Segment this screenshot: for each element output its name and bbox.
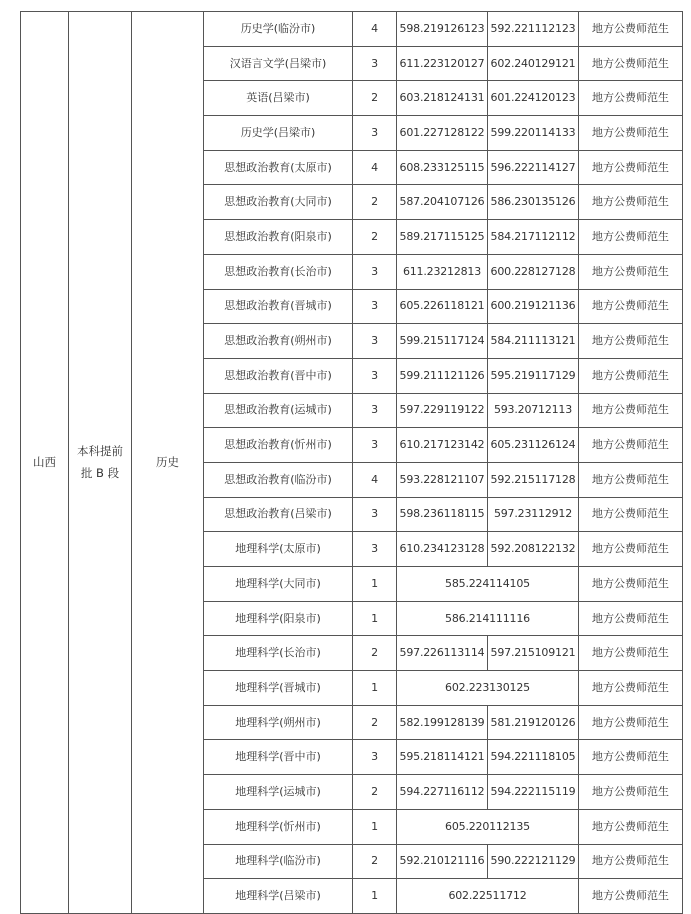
plan-count-cell: 2 xyxy=(353,220,397,255)
admission-type-cell: 地方公费师范生 xyxy=(579,150,683,185)
major-cell: 思想政治教育(晋城市) xyxy=(204,289,353,324)
plan-count-cell: 4 xyxy=(353,150,397,185)
batch-line-1: 本科提前 xyxy=(77,444,123,459)
major-cell: 地理科学(阳泉市) xyxy=(204,601,353,636)
highest-score-cell: 599.215117124 xyxy=(397,324,488,359)
batch-cell xyxy=(69,12,132,914)
lowest-score-cell: 590.222121129 xyxy=(488,844,579,879)
highest-score-cell: 597.229119122 xyxy=(397,393,488,428)
major-cell: 历史学(吕梁市) xyxy=(204,116,353,151)
major-cell: 思想政治教育(晋中市) xyxy=(204,358,353,393)
admission-type-cell: 地方公费师范生 xyxy=(579,324,683,359)
lowest-score-cell: 592.221112123 xyxy=(488,12,579,47)
table-body xyxy=(21,12,683,914)
admission-type-cell: 地方公费师范生 xyxy=(579,81,683,116)
admission-type-cell: 地方公费师范生 xyxy=(579,775,683,810)
plan-count-cell: 1 xyxy=(353,879,397,914)
major-cell: 地理科学(晋城市) xyxy=(204,671,353,706)
lowest-score-cell: 594.221118105 xyxy=(488,740,579,775)
highest-score-cell: 611.223120127 xyxy=(397,46,488,81)
plan-count-cell: 2 xyxy=(353,705,397,740)
plan-count-cell: 3 xyxy=(353,358,397,393)
lowest-score-cell: 586.230135126 xyxy=(488,185,579,220)
admission-type-cell: 地方公费师范生 xyxy=(579,12,683,47)
admission-type-cell: 地方公费师范生 xyxy=(579,46,683,81)
lowest-score-cell: 593.20712113 xyxy=(488,393,579,428)
lowest-score-cell: 605.231126124 xyxy=(488,428,579,463)
highest-score-cell: 610.217123142 xyxy=(397,428,488,463)
major-cell: 地理科学(朔州市) xyxy=(204,705,353,740)
plan-count-cell: 1 xyxy=(353,809,397,844)
major-cell: 地理科学(太原市) xyxy=(204,532,353,567)
admission-type-cell: 地方公费师范生 xyxy=(579,185,683,220)
lowest-score-cell: 602.240129121 xyxy=(488,46,579,81)
admission-type-cell: 地方公费师范生 xyxy=(579,567,683,602)
highest-score-cell: 597.226113114 xyxy=(397,636,488,671)
lowest-score-cell: 597.215109121 xyxy=(488,636,579,671)
lowest-score-cell: 584.217112112 xyxy=(488,220,579,255)
admission-type-cell: 地方公费师范生 xyxy=(579,289,683,324)
major-cell: 地理科学(大同市) xyxy=(204,567,353,602)
plan-count-cell: 3 xyxy=(353,740,397,775)
score-cell: 586.214111116 xyxy=(397,601,579,636)
plan-count-cell: 3 xyxy=(353,497,397,532)
major-cell: 地理科学(吕梁市) xyxy=(204,879,353,914)
major-cell: 思想政治教育(长治市) xyxy=(204,254,353,289)
highest-score-cell: 611.23212813 xyxy=(397,254,488,289)
score-cell: 605.220112135 xyxy=(397,809,579,844)
lowest-score-cell: 600.228127128 xyxy=(488,254,579,289)
plan-count-cell: 2 xyxy=(353,775,397,810)
major-cell: 思想政治教育(忻州市) xyxy=(204,428,353,463)
plan-count-cell: 2 xyxy=(353,81,397,116)
admission-type-cell: 地方公费师范生 xyxy=(579,705,683,740)
score-cell: 602.22511712 xyxy=(397,879,579,914)
admission-type-cell: 地方公费师范生 xyxy=(579,671,683,706)
admission-type-cell: 地方公费师范生 xyxy=(579,740,683,775)
highest-score-cell: 608.233125115 xyxy=(397,150,488,185)
major-cell: 思想政治教育(吕梁市) xyxy=(204,497,353,532)
lowest-score-cell: 601.224120123 xyxy=(488,81,579,116)
highest-score-cell: 589.217115125 xyxy=(397,220,488,255)
plan-count-cell: 3 xyxy=(353,393,397,428)
highest-score-cell: 605.226118121 xyxy=(397,289,488,324)
table-row xyxy=(21,12,683,47)
lowest-score-cell: 597.23112912 xyxy=(488,497,579,532)
admission-type-cell: 地方公费师范生 xyxy=(579,532,683,567)
plan-count-cell: 3 xyxy=(353,428,397,463)
major-cell: 思想政治教育(临汾市) xyxy=(204,462,353,497)
major-cell: 汉语言文学(吕梁市) xyxy=(204,46,353,81)
major-cell: 思想政治教育(大同市) xyxy=(204,185,353,220)
highest-score-cell: 601.227128122 xyxy=(397,116,488,151)
major-cell: 英语(吕梁市) xyxy=(204,81,353,116)
highest-score-cell: 598.236118115 xyxy=(397,497,488,532)
highest-score-cell: 593.228121107 xyxy=(397,462,488,497)
lowest-score-cell: 584.211113121 xyxy=(488,324,579,359)
highest-score-cell: 603.218124131 xyxy=(397,81,488,116)
major-cell: 地理科学(运城市) xyxy=(204,775,353,810)
major-cell: 历史学(临汾市) xyxy=(204,12,353,47)
batch-line-2: 批 B 段 xyxy=(80,466,120,481)
lowest-score-cell: 592.215117128 xyxy=(488,462,579,497)
major-cell: 地理科学(忻州市) xyxy=(204,809,353,844)
major-cell: 思想政治教育(朔州市) xyxy=(204,324,353,359)
admission-type-cell: 地方公费师范生 xyxy=(579,254,683,289)
province-cell: 山西 xyxy=(21,12,69,914)
lowest-score-cell: 581.219120126 xyxy=(488,705,579,740)
plan-count-cell: 4 xyxy=(353,12,397,47)
lowest-score-cell: 595.219117129 xyxy=(488,358,579,393)
plan-count-cell: 3 xyxy=(353,289,397,324)
major-cell: 思想政治教育(阳泉市) xyxy=(204,220,353,255)
highest-score-cell: 598.219126123 xyxy=(397,12,488,47)
plan-count-cell: 4 xyxy=(353,462,397,497)
admission-score-table xyxy=(20,11,683,914)
major-cell: 地理科学(长治市) xyxy=(204,636,353,671)
admission-type-cell: 地方公费师范生 xyxy=(579,358,683,393)
admission-type-cell: 地方公费师范生 xyxy=(579,879,683,914)
score-cell: 585.224114105 xyxy=(397,567,579,602)
plan-count-cell: 2 xyxy=(353,636,397,671)
score-cell: 602.223130125 xyxy=(397,671,579,706)
admission-type-cell: 地方公费师范生 xyxy=(579,497,683,532)
plan-count-cell: 3 xyxy=(353,46,397,81)
plan-count-cell: 3 xyxy=(353,254,397,289)
admission-type-cell: 地方公费师范生 xyxy=(579,116,683,151)
highest-score-cell: 582.199128139 xyxy=(397,705,488,740)
lowest-score-cell: 592.208122132 xyxy=(488,532,579,567)
admission-type-cell: 地方公费师范生 xyxy=(579,636,683,671)
plan-count-cell: 1 xyxy=(353,671,397,706)
highest-score-cell: 595.218114121 xyxy=(397,740,488,775)
major-cell: 地理科学(晋中市) xyxy=(204,740,353,775)
lowest-score-cell: 600.219121136 xyxy=(488,289,579,324)
admission-type-cell: 地方公费师范生 xyxy=(579,809,683,844)
admission-type-cell: 地方公费师范生 xyxy=(579,428,683,463)
plan-count-cell: 3 xyxy=(353,116,397,151)
highest-score-cell: 594.227116112 xyxy=(397,775,488,810)
lowest-score-cell: 596.222114127 xyxy=(488,150,579,185)
major-cell: 思想政治教育(太原市) xyxy=(204,150,353,185)
plan-count-cell: 3 xyxy=(353,324,397,359)
highest-score-cell: 587.204107126 xyxy=(397,185,488,220)
plan-count-cell: 2 xyxy=(353,844,397,879)
plan-count-cell: 2 xyxy=(353,185,397,220)
admission-type-cell: 地方公费师范生 xyxy=(579,393,683,428)
admission-type-cell: 地方公费师范生 xyxy=(579,844,683,879)
lowest-score-cell: 599.220114133 xyxy=(488,116,579,151)
highest-score-cell: 592.210121116 xyxy=(397,844,488,879)
admission-type-cell: 地方公费师范生 xyxy=(579,601,683,636)
highest-score-cell: 610.234123128 xyxy=(397,532,488,567)
admission-type-cell: 地方公费师范生 xyxy=(579,462,683,497)
major-cell: 地理科学(临汾市) xyxy=(204,844,353,879)
plan-count-cell: 1 xyxy=(353,567,397,602)
plan-count-cell: 1 xyxy=(353,601,397,636)
admission-type-cell: 地方公费师范生 xyxy=(579,220,683,255)
subject-cell: 历史 xyxy=(132,12,204,914)
major-cell: 思想政治教育(运城市) xyxy=(204,393,353,428)
highest-score-cell: 599.211121126 xyxy=(397,358,488,393)
lowest-score-cell: 594.222115119 xyxy=(488,775,579,810)
admission-score-table-container xyxy=(20,11,683,914)
plan-count-cell: 3 xyxy=(353,532,397,567)
